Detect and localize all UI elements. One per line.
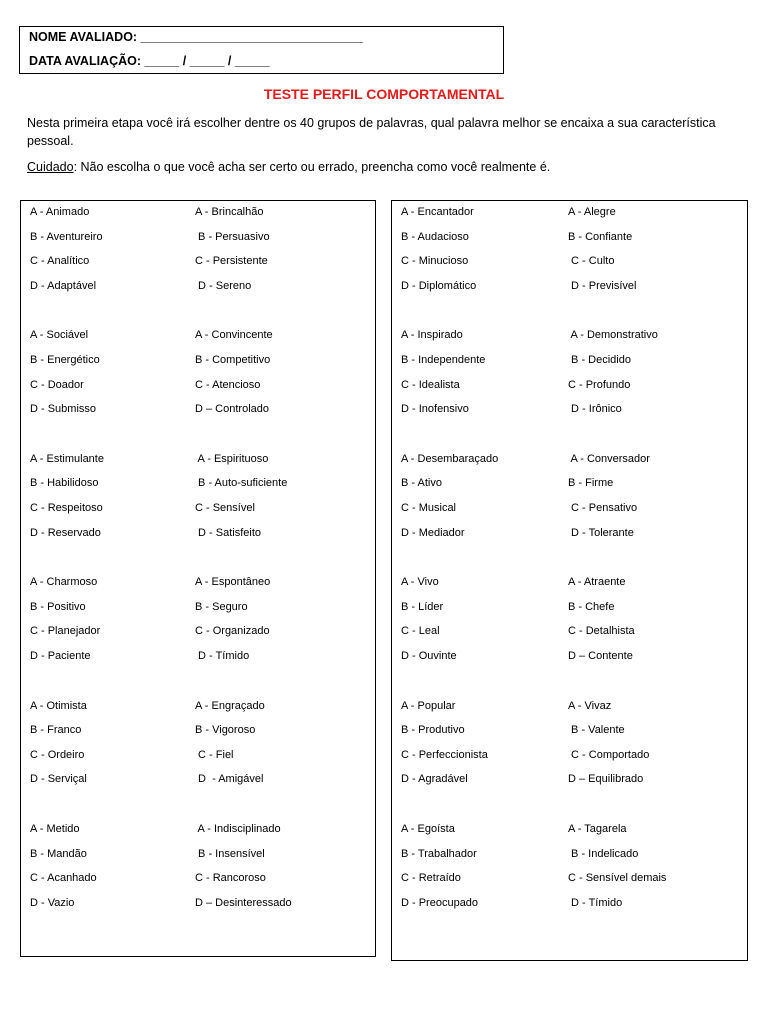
word-option: C - Minucioso [401, 255, 469, 268]
word-option: A - Espontâneo [195, 576, 271, 589]
word-option: D – Equilibrado [568, 773, 644, 786]
evaluation-date-line: DATA AVALIAÇÃO: _____ / _____ / _____ [29, 54, 270, 68]
word-option: B - Habilidoso [30, 477, 99, 490]
caution-text: : Não escolha o que você acha ser certo ou errado, preencha como você realmente é. [73, 160, 551, 174]
word-option: D - Agradável [401, 773, 468, 786]
word-option: C - Musical [401, 502, 457, 514]
word-option: D - Amigável [195, 773, 264, 786]
word-option: B - Competitivo [195, 354, 271, 366]
word-option: B - Audacioso [401, 230, 469, 243]
word-option: D - Serviçal [30, 773, 87, 786]
word-option: C - Respeitoso [30, 502, 103, 514]
word-option: B - Indelicado [568, 847, 639, 860]
word-option: C - Analítico [30, 255, 90, 268]
word-option: A - Sociável [30, 329, 89, 342]
word-option: C - Sensível demais [568, 872, 667, 885]
word-option: B - Decidido [568, 354, 631, 366]
caution-label: Cuidado [27, 160, 74, 174]
word-option: C - Comportado [568, 748, 650, 761]
word-option: D – Controlado [195, 403, 269, 416]
intro-paragraph: Nesta primeira etapa você irá escolher dentre os 40 grupos de palavras, qual palavra melhor se encaixa a sua característica pessoal. [27, 116, 716, 148]
word-option: A - Vivaz [568, 699, 612, 712]
caution-paragraph [27, 160, 747, 174]
word-option: C - Doador [30, 378, 84, 391]
word-option: A - Alegre [568, 206, 616, 218]
word-option: A - Brincalhão [195, 206, 264, 218]
word-option: D - Paciente [30, 650, 91, 662]
word-option: B - Aventureiro [30, 230, 103, 243]
word-option: A - Espirituoso [195, 452, 269, 465]
word-option: D - Reservado [30, 526, 101, 539]
word-option: C - Persistente [195, 255, 268, 268]
word-option: D - Irônico [568, 403, 622, 416]
word-option: D - Diplomático [401, 279, 477, 292]
word-option: C - Retraído [401, 872, 461, 885]
word-option: B - Líder [401, 600, 444, 613]
evaluation-header-box [19, 26, 504, 74]
word-option: A - Engraçado [195, 699, 265, 712]
word-option: B - Seguro [195, 600, 248, 613]
word-option: B - Produtivo [401, 724, 465, 737]
word-option: C - Leal [401, 625, 440, 638]
word-option: B - Insensível [195, 847, 265, 860]
word-option: B - Chefe [568, 600, 615, 613]
word-option: D - Tolerante [568, 526, 634, 539]
word-option: D - Vazio [30, 896, 75, 909]
word-option: A - Tagarela [568, 823, 627, 835]
word-option: A - Estimulante [30, 452, 104, 465]
word-option: A - Convincente [195, 329, 273, 342]
word-option: D - Sereno [195, 279, 252, 292]
word-option: D – Contente [568, 650, 633, 662]
word-option: A - Inspirado [401, 329, 463, 342]
word-option: C - Organizado [195, 625, 270, 638]
word-option: B - Auto-suficiente [195, 477, 288, 490]
word-option: D - Inofensivo [401, 403, 469, 416]
word-option: A - Animado [30, 206, 90, 218]
word-option: C - Sensível [195, 502, 255, 514]
word-option: A - Atraente [568, 576, 626, 589]
word-option: C - Atencioso [195, 378, 261, 391]
left-word-panel [20, 200, 376, 957]
word-option: D - Mediador [401, 526, 465, 539]
word-option: A - Popular [401, 699, 456, 712]
word-option: D - Submisso [30, 403, 97, 416]
word-option: B - Valente [568, 724, 625, 737]
word-option: A - Conversador [568, 452, 650, 465]
word-option: C - Ordeiro [30, 748, 85, 761]
word-option: C - Fiel [195, 748, 234, 761]
evaluated-name-line: NOME AVALIADO: ________________________________ [29, 30, 364, 44]
word-option: C - Idealista [401, 378, 460, 391]
word-option: D - Preocupado [401, 896, 479, 909]
word-option: A - Desembaraçado [401, 452, 499, 465]
word-option: B - Vigoroso [195, 724, 256, 737]
word-option: B - Mandão [30, 847, 87, 860]
word-option: C - Culto [568, 255, 615, 268]
word-option: B - Persuasivo [195, 230, 270, 243]
word-option: B - Trabalhador [401, 847, 477, 860]
word-option: C - Perfeccionista [401, 748, 488, 761]
word-option: A - Vivo [401, 576, 439, 589]
word-option: B - Energético [30, 354, 100, 366]
word-option: C - Planejador [30, 625, 101, 638]
word-option: C - Detalhista [568, 625, 635, 638]
word-option: B - Firme [568, 477, 614, 490]
word-option: C - Acanhado [30, 872, 97, 885]
word-option: A - Demonstrativo [568, 329, 658, 342]
word-option: A - Egoísta [401, 823, 455, 835]
word-option: A - Indisciplinado [195, 823, 281, 835]
right-word-panel [391, 200, 748, 961]
word-option: D - Tímido [195, 650, 250, 662]
page-title: TESTE PERFIL COMPORTAMENTAL [263, 86, 505, 102]
word-option: D - Adaptável [30, 279, 97, 292]
word-option: B - Confiante [568, 230, 633, 243]
word-option: B - Franco [30, 724, 82, 737]
word-option: D - Ouvinte [401, 650, 457, 662]
word-option: B - Positivo [30, 600, 86, 613]
word-option: C - Pensativo [568, 502, 638, 514]
word-option: C - Rancoroso [195, 872, 266, 885]
word-option: A - Encantador [401, 206, 474, 218]
word-option: A - Otimista [30, 699, 87, 712]
word-option: C - Profundo [568, 378, 631, 391]
word-option: B - Ativo [401, 477, 442, 490]
word-option: A - Charmoso [30, 576, 98, 589]
word-option: D - Tímido [568, 896, 623, 909]
word-option: D - Previsível [568, 279, 637, 292]
word-option: D – Desinteressado [195, 896, 292, 909]
word-option: B - Independente [401, 354, 486, 366]
word-option: A - Metido [30, 823, 80, 835]
word-option: D - Satisfeito [195, 526, 262, 539]
